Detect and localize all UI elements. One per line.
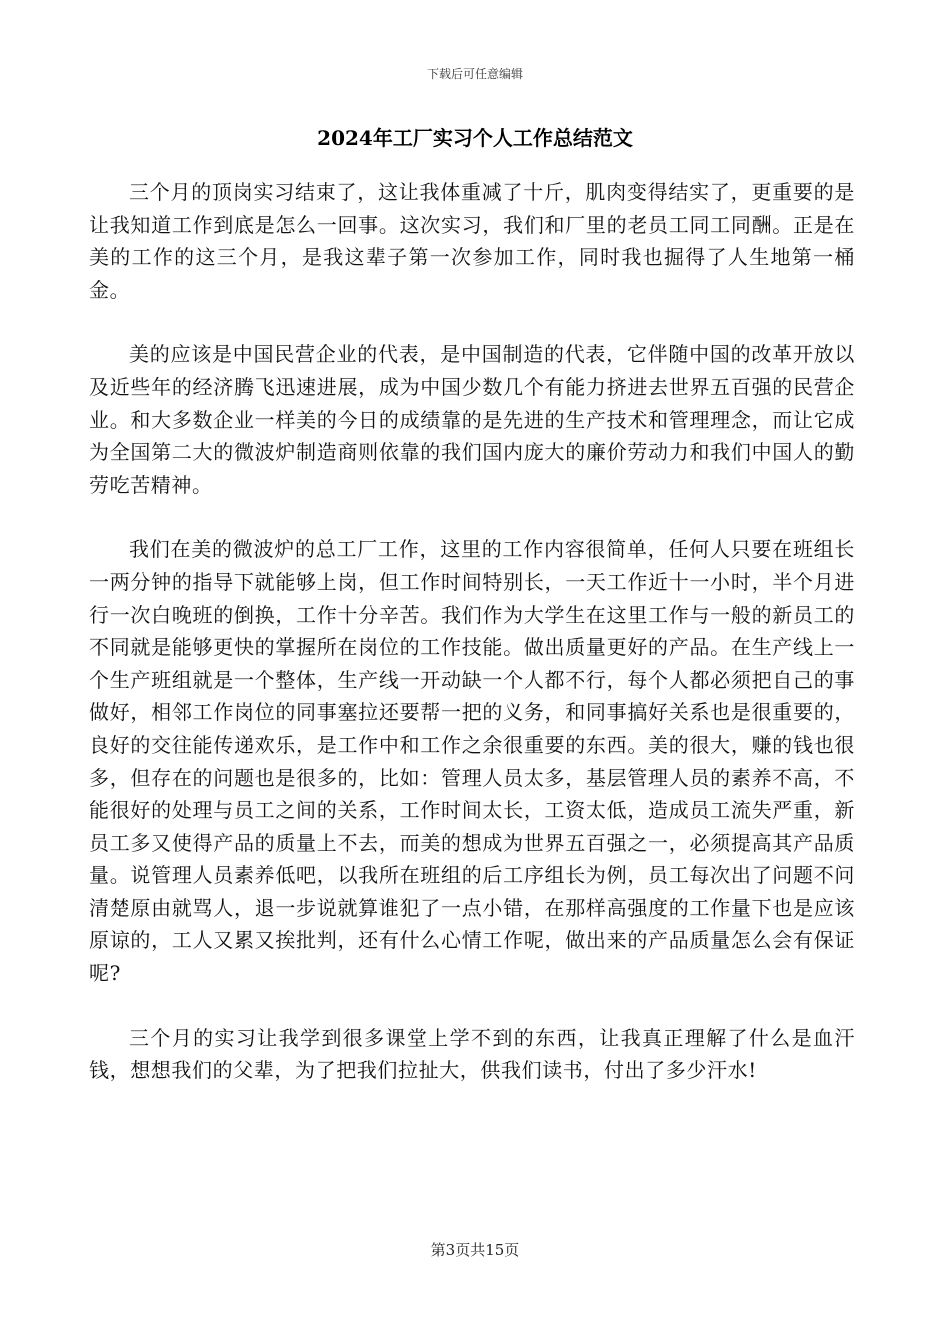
header-note: 下载后可任意编辑 — [426, 67, 523, 81]
document-title: 2024年工厂实习个人工作总结范文 — [317, 126, 633, 150]
document-body — [89, 176, 855, 1119]
page-number: 第3页共15页 — [430, 1241, 520, 1259]
paragraph-1: 三个月的顶岗实习结束了，这让我体重减了十斤，肌肉变得结实了，更重要的是让我知道工作到底是怎么一回事。这次实习，我们和厂里的老员工同工同酬。正是在美的工作的这三个月，是我这辈子第一次参加工作，同时我也掘得了人生地第一桶金。 — [89, 180, 855, 302]
paragraph-4: 三个月的实习让我学到很多课堂上学不到的东西，让我真正理解了什么是血汗钱，想想我们的父辈，为了把我们拉扯大，供我们读书，付出了多少汗水! — [89, 1025, 855, 1083]
paragraph-2: 美的应该是中国民营企业的代表，是中国制造的代表，它伴随中国的改革开放以及近些年的经济腾飞迅速进展，成为中国少数几个有能力挤进去世界五百强的民营企业。和大多数企业一样美的今日的成绩靠的是先进的生产技术和管理理念，而让它成为全国第二大的微波炉制造商则依靠的我们国内庞大的廉价劳动力和我们中国人的勤劳吃苦精神。 — [89, 342, 855, 497]
paragraph-3: 我们在美的微波炉的总工厂工作，这里的工作内容很简单，任何人只要在班组长一两分钟的指导下就能够上岗，但工作时间特别长，一天工作近十一小时，半个月进行一次白晚班的倒换，工作十分辛苦。我们作为大学生在这里工作与一般的新员工的不同就是能够更快的掌握所在岗位的工作技能。做出质量更好的产品。在生产线上一个生产班组就是一个整体，生产线一开动缺一个人都不行，每个人都必须把自己的事做好，相邻工作岗位的同事塞拉还要帮一把的义务，和同事搞好关系也是很重要的，良好的交往能传递欢乐，是工作中和工作之余很重要的东西。美的很大，赚的钱也很多，但存在的问题也是很多的，比如：管理人员太多，基层管理人员的素养不高，不能很好的处理与员工之间的关系，工作时间太长，工资太低，造成员工流失严重，新员工多又使得产品的质量上不去，而美的想成为世界五百强之一，必须提高其产品质量。说管理人员素养低吧，以我所在班组的后工序组长为例，员工每次出了问题不问清楚原由就骂人，退一步说就算谁犯了一点小错，在那样高强度的工作量下也是应该原谅的，工人又累又挨批判，还有什么心情工作呢，做出来的产品质量怎么会有保证呢? — [89, 537, 855, 986]
